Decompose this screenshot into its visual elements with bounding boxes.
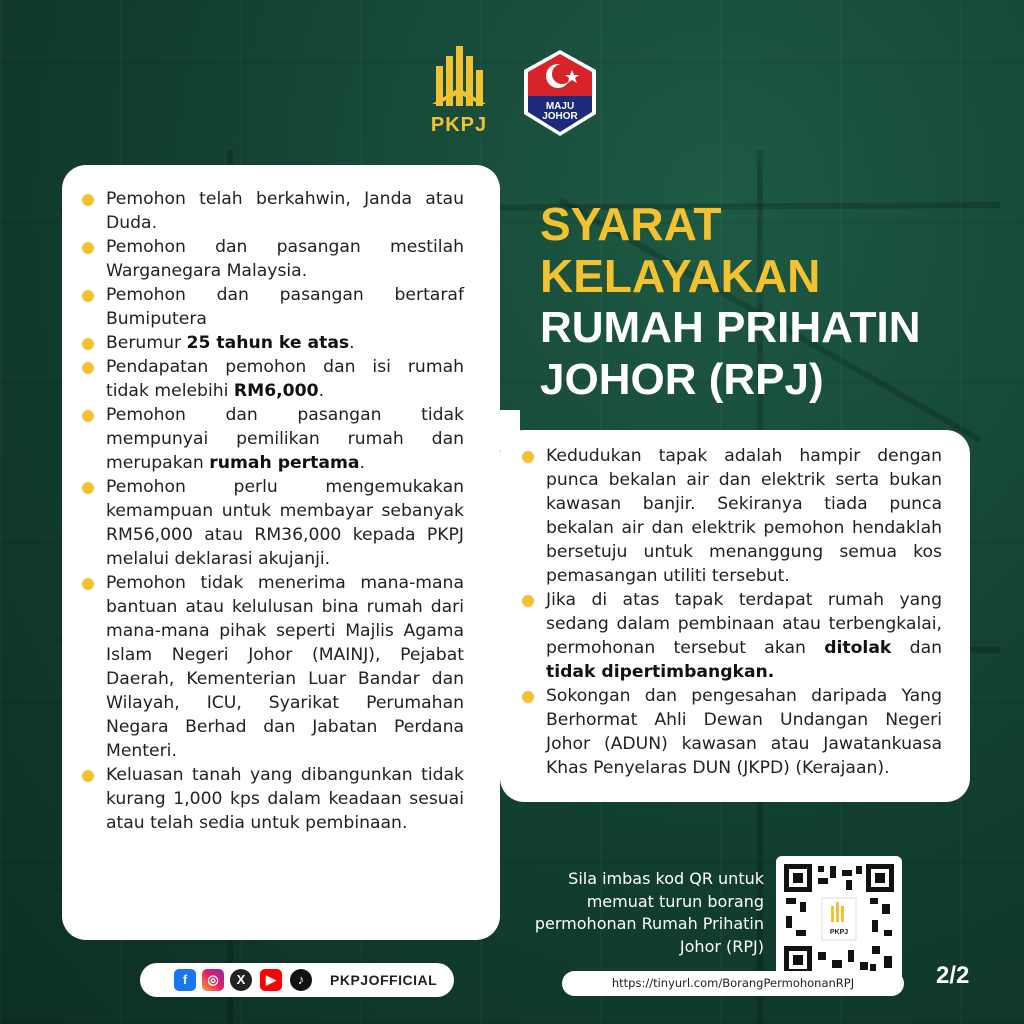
item-text: Pemohon tidak menerima mana-mana bantuan atau kelulusan bina rumah dari mana-mana pihak seperti Majlis Agama Islam Negeri Johor (MAINJ), Pejabat Daerah, Kementerian Luar Bandar dan Wilayah, ICU, Syarikat Perumahan Negara Berhad dan Jabatan Perdana Menteri. bbox=[106, 573, 464, 761]
list-item bbox=[82, 403, 464, 475]
bullet-icon bbox=[82, 194, 94, 206]
qr-code[interactable] bbox=[776, 856, 902, 982]
list-item bbox=[82, 763, 464, 835]
bullet-icon bbox=[82, 290, 94, 302]
item-text: dan bbox=[891, 638, 942, 658]
bullet-icon bbox=[82, 410, 94, 422]
page-indicator: 2/2 bbox=[936, 962, 970, 989]
list-item bbox=[82, 235, 464, 283]
item-text: Pemohon telah berkahwin, Janda atau Duda. bbox=[106, 189, 464, 233]
x-icon[interactable]: X bbox=[230, 969, 252, 991]
bullet-icon bbox=[82, 482, 94, 494]
title-line-3: RUMAH PRIHATIN bbox=[540, 303, 921, 352]
list-item bbox=[82, 187, 464, 235]
maju-johor-logo bbox=[520, 48, 600, 138]
list-item bbox=[522, 444, 942, 588]
qr-code-icon bbox=[784, 864, 894, 974]
item-text: Sokongan dan pengesahan daripada Yang Berhormat Ahli Dewan Undangan Negeri Johor (ADUN) kawasan atau Jawatankuasa Khas Penyelaras DUN (JKPD) (Kerajaan). bbox=[546, 686, 942, 778]
item-text: . bbox=[359, 453, 365, 473]
pkpj-label: PKPJ bbox=[430, 114, 488, 136]
bullet-icon bbox=[522, 691, 534, 703]
svg-text:PKPJ: PKPJ bbox=[829, 929, 849, 936]
item-text: Keluasan tanah yang dibangunkan tidak kurang 1,000 kps dalam keadaan sesuai atau telah sedia untuk pembinaan. bbox=[106, 765, 464, 833]
emphasis-text: tidak dipertimbangkan. bbox=[546, 662, 775, 682]
facebook-icon[interactable]: f bbox=[174, 969, 196, 991]
item-text: Pemohon dan pasangan bertaraf Bumiputera bbox=[106, 285, 464, 329]
instagram-icon[interactable]: ◎ bbox=[202, 969, 224, 991]
maju-label-line2: JOHOR bbox=[542, 111, 578, 122]
requirements-list-right bbox=[522, 444, 942, 780]
item-text: Berumur bbox=[106, 333, 187, 353]
requirements-card-right bbox=[500, 430, 970, 802]
list-item bbox=[82, 571, 464, 763]
youtube-icon[interactable]: ▶ bbox=[260, 969, 282, 991]
maju-label-line1: MAJU bbox=[545, 101, 575, 112]
requirements-list-left bbox=[82, 187, 464, 835]
qr-instruction: Sila imbas kod QR untuk memuat turun borang permohonan Rumah Prihatin Johor (RPJ) bbox=[534, 869, 764, 956]
item-text: Kedudukan tapak adalah hampir dengan punca bekalan air dan elektrik serta bukan kawasan banjir. Sekiranya tiada punca bekalan air dan elektrik pemohon hendaklah bersetuju untuk menanggung semua kos pemasangan utiliti tersebut. bbox=[546, 446, 942, 586]
title-line-2: KELAYAKAN bbox=[540, 250, 821, 302]
bullet-icon bbox=[82, 338, 94, 350]
list-item bbox=[82, 355, 464, 403]
item-text: Pendapatan pemohon dan isi rumah tidak melebihi bbox=[106, 357, 464, 401]
maju-johor-badge-icon bbox=[520, 48, 600, 138]
requirements-card-left bbox=[62, 165, 500, 940]
emphasis-text: 25 tahun ke atas bbox=[186, 333, 350, 353]
list-item bbox=[522, 588, 942, 684]
tiktok-icon[interactable]: ♪ bbox=[290, 969, 312, 991]
bullet-icon bbox=[82, 242, 94, 254]
bullet-icon bbox=[522, 451, 534, 463]
social-handle[interactable]: PKPJOFFICIAL bbox=[330, 972, 438, 988]
bullet-icon bbox=[82, 578, 94, 590]
item-text: Pemohon dan pasangan tidak mempunyai pemilikan rumah dan merupakan bbox=[106, 405, 464, 473]
emphasis-text: RM6,000 bbox=[233, 381, 319, 401]
item-text: Pemohon dan pasangan mestilah Warganegara Malaysia. bbox=[106, 237, 464, 281]
item-text: . bbox=[349, 333, 355, 353]
bullet-icon bbox=[82, 770, 94, 782]
logo-row bbox=[0, 44, 1024, 144]
page-title bbox=[540, 198, 980, 406]
emphasis-text: ditolak bbox=[824, 638, 892, 658]
list-item bbox=[522, 684, 942, 780]
list-item bbox=[82, 331, 464, 355]
item-text: Pemohon perlu mengemukakan kemampuan untuk membayar sebanyak RM56,000 atau RM36,000 kepada PKPJ melalui deklarasi akujanji. bbox=[106, 477, 464, 569]
bullet-icon bbox=[82, 362, 94, 374]
form-url-link[interactable]: https://tinyurl.com/BorangPermohonanRPJ bbox=[562, 971, 904, 996]
item-text: Jika di atas tapak terdapat rumah yang sedang dalam pembinaan atau terbengkalai, permohonan tersebut akan bbox=[546, 590, 942, 658]
pkpj-logo bbox=[418, 44, 500, 140]
emphasis-text: rumah pertama bbox=[209, 453, 360, 473]
list-item bbox=[82, 283, 464, 331]
bullet-icon bbox=[522, 595, 534, 607]
pkpj-building-icon bbox=[418, 44, 500, 114]
list-item bbox=[82, 475, 464, 571]
title-line-4: JOHOR (RPJ) bbox=[540, 355, 824, 404]
social-media-bar bbox=[140, 963, 454, 997]
title-line-1: SYARAT bbox=[540, 198, 722, 250]
item-text: . bbox=[318, 381, 325, 401]
